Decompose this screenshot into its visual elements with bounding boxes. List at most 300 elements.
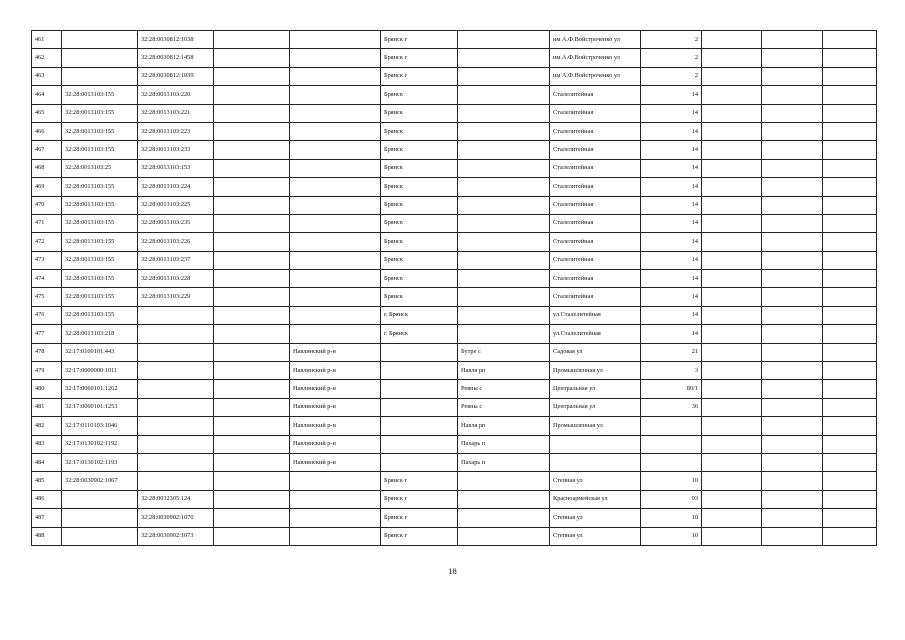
- table-row: [32, 86, 877, 104]
- empty-cell: [823, 214, 877, 232]
- row-number-cell: 462: [32, 49, 62, 67]
- empty-cell: [214, 196, 290, 214]
- city-cell: [381, 343, 458, 361]
- street-cell: ул.Сталелитейная: [550, 306, 641, 324]
- empty-cell: [823, 472, 877, 490]
- empty-cell: [214, 380, 290, 398]
- empty-cell: [702, 380, 762, 398]
- empty-cell: [702, 362, 762, 380]
- house-cell: 14: [641, 325, 702, 343]
- house-cell: 14: [641, 251, 702, 269]
- empty-cell: [823, 196, 877, 214]
- street-cell: Сталелитейная: [550, 233, 641, 251]
- empty-cell: [214, 31, 290, 49]
- street-cell: Центральная ул: [550, 398, 641, 416]
- object-cadastral-number-cell: 32:28:0013103:229: [138, 288, 214, 306]
- empty-cell: [762, 527, 823, 545]
- table-row: [32, 67, 877, 85]
- empty-cell: [762, 214, 823, 232]
- cadastral-number-cell: 32:17:0130102:1192: [62, 435, 138, 453]
- empty-cell: [762, 122, 823, 140]
- row-number-cell: 486: [32, 490, 62, 508]
- settlement-cell: [458, 49, 550, 67]
- settlement-cell: [458, 472, 550, 490]
- city-cell: [381, 380, 458, 398]
- row-number-cell: 488: [32, 527, 62, 545]
- table-row: [32, 178, 877, 196]
- row-number-cell: 480: [32, 380, 62, 398]
- empty-cell: [214, 270, 290, 288]
- street-cell: им А.Ф.Войстроченко ул: [550, 31, 641, 49]
- table-row: [32, 417, 877, 435]
- settlement-cell: [458, 31, 550, 49]
- settlement-cell: [458, 104, 550, 122]
- street-cell: Сталелитейная: [550, 214, 641, 232]
- street-cell: Сталелитейная: [550, 141, 641, 159]
- empty-cell: [823, 527, 877, 545]
- street-cell: [550, 453, 641, 471]
- city-cell: Брянск г: [381, 49, 458, 67]
- empty-cell: [823, 233, 877, 251]
- row-number-cell: 485: [32, 472, 62, 490]
- empty-cell: [702, 104, 762, 122]
- empty-cell: [702, 141, 762, 159]
- object-cadastral-number-cell: 32:28:0013103:228: [138, 270, 214, 288]
- row-number-cell: 478: [32, 343, 62, 361]
- table-row: [32, 251, 877, 269]
- district-cell: [290, 288, 381, 306]
- empty-cell: [762, 159, 823, 177]
- object-cadastral-number-cell: [138, 472, 214, 490]
- empty-cell: [214, 472, 290, 490]
- cadastral-number-cell: [62, 490, 138, 508]
- empty-cell: [214, 214, 290, 232]
- row-number-cell: 476: [32, 306, 62, 324]
- empty-cell: [702, 270, 762, 288]
- empty-cell: [702, 472, 762, 490]
- empty-cell: [823, 251, 877, 269]
- house-cell: 80/1: [641, 380, 702, 398]
- empty-cell: [702, 122, 762, 140]
- street-cell: [550, 435, 641, 453]
- street-cell: Степная ул: [550, 527, 641, 545]
- empty-cell: [762, 86, 823, 104]
- object-cadastral-number-cell: 32:28:0030812:1038: [138, 31, 214, 49]
- cadastral-number-cell: 32:28:0013103:155: [62, 141, 138, 159]
- row-number-cell: 464: [32, 86, 62, 104]
- object-cadastral-number-cell: 32:28:0013103:233: [138, 141, 214, 159]
- row-number-cell: 468: [32, 159, 62, 177]
- table-row: [32, 453, 877, 471]
- empty-cell: [214, 104, 290, 122]
- house-cell: 93: [641, 490, 702, 508]
- empty-cell: [762, 472, 823, 490]
- settlement-cell: [458, 490, 550, 508]
- page-number: 18: [448, 566, 457, 576]
- cadastral-number-cell: [62, 31, 138, 49]
- table-row: [32, 509, 877, 527]
- row-number-cell: 465: [32, 104, 62, 122]
- empty-cell: [702, 509, 762, 527]
- settlement-cell: Навля рп: [458, 417, 550, 435]
- object-cadastral-number-cell: 32:28:0032305:124: [138, 490, 214, 508]
- district-cell: [290, 325, 381, 343]
- district-cell: [290, 159, 381, 177]
- street-cell: Садовая ул: [550, 343, 641, 361]
- city-cell: [381, 453, 458, 471]
- table-row: [32, 380, 877, 398]
- table-row: [32, 104, 877, 122]
- settlement-cell: [458, 141, 550, 159]
- house-cell: [641, 453, 702, 471]
- empty-cell: [762, 435, 823, 453]
- empty-cell: [823, 178, 877, 196]
- table-row: [32, 31, 877, 49]
- empty-cell: [702, 196, 762, 214]
- table-row: [32, 490, 877, 508]
- house-cell: 14: [641, 104, 702, 122]
- house-cell: 14: [641, 178, 702, 196]
- empty-cell: [702, 417, 762, 435]
- district-cell: [290, 86, 381, 104]
- cadastral-number-cell: 32:28:0013103:155: [62, 122, 138, 140]
- empty-cell: [823, 417, 877, 435]
- settlement-cell: [458, 527, 550, 545]
- cadastral-number-cell: 32:17:0100101:443: [62, 343, 138, 361]
- street-cell: Центральная ул: [550, 380, 641, 398]
- empty-cell: [823, 398, 877, 416]
- house-cell: 14: [641, 270, 702, 288]
- empty-cell: [214, 288, 290, 306]
- settlement-cell: Навля рп: [458, 362, 550, 380]
- cadastral-number-cell: 32:28:0030902:1067: [62, 472, 138, 490]
- house-cell: 2: [641, 49, 702, 67]
- empty-cell: [214, 509, 290, 527]
- district-cell: Навлинский р-н: [290, 380, 381, 398]
- table-row: [32, 325, 877, 343]
- city-cell: Брянск: [381, 178, 458, 196]
- district-cell: [290, 472, 381, 490]
- table-row: [32, 270, 877, 288]
- empty-cell: [762, 31, 823, 49]
- street-cell: Сталелитейная: [550, 104, 641, 122]
- empty-cell: [702, 398, 762, 416]
- empty-cell: [823, 435, 877, 453]
- object-cadastral-number-cell: 32:28:0013103:235: [138, 214, 214, 232]
- empty-cell: [702, 67, 762, 85]
- empty-cell: [762, 178, 823, 196]
- district-cell: [290, 104, 381, 122]
- empty-cell: [214, 49, 290, 67]
- cadastral-number-cell: [62, 509, 138, 527]
- empty-cell: [214, 159, 290, 177]
- table-row: [32, 527, 877, 545]
- district-cell: [290, 178, 381, 196]
- city-cell: Брянск: [381, 288, 458, 306]
- cadastral-number-cell: 32:28:0013103:155: [62, 214, 138, 232]
- district-cell: [290, 31, 381, 49]
- cadastral-number-cell: 32:28:0013103:155: [62, 288, 138, 306]
- empty-cell: [702, 178, 762, 196]
- street-cell: Сталелитейная: [550, 196, 641, 214]
- table-row: [32, 288, 877, 306]
- object-cadastral-number-cell: 32:28:0013103:220: [138, 86, 214, 104]
- house-cell: 2: [641, 31, 702, 49]
- empty-cell: [702, 288, 762, 306]
- empty-cell: [762, 325, 823, 343]
- settlement-cell: [458, 233, 550, 251]
- house-cell: 14: [641, 196, 702, 214]
- table-row: [32, 196, 877, 214]
- object-cadastral-number-cell: 32:28:0030812:1039: [138, 67, 214, 85]
- empty-cell: [823, 31, 877, 49]
- district-cell: Навлинский р-н: [290, 343, 381, 361]
- district-cell: [290, 490, 381, 508]
- house-cell: 14: [641, 159, 702, 177]
- object-cadastral-number-cell: 32:28:0030812:1458: [138, 49, 214, 67]
- empty-cell: [762, 270, 823, 288]
- cadastral-number-cell: 32:28:0013103:25: [62, 159, 138, 177]
- street-cell: Красноармейская ул: [550, 490, 641, 508]
- row-number-cell: 470: [32, 196, 62, 214]
- cadastral-number-cell: 32:17:0110103:1046: [62, 417, 138, 435]
- table-row: [32, 214, 877, 232]
- street-cell: Сталелитейная: [550, 178, 641, 196]
- city-cell: Брянск: [381, 196, 458, 214]
- street-cell: Сталелитейная: [550, 86, 641, 104]
- settlement-cell: [458, 288, 550, 306]
- table-row: [32, 122, 877, 140]
- empty-cell: [214, 490, 290, 508]
- city-cell: г. Брянск: [381, 306, 458, 324]
- house-cell: 14: [641, 306, 702, 324]
- row-number-cell: 481: [32, 398, 62, 416]
- empty-cell: [702, 49, 762, 67]
- row-number-cell: 479: [32, 362, 62, 380]
- cadastral-number-cell: 32:28:0013103:155: [62, 306, 138, 324]
- district-cell: [290, 141, 381, 159]
- empty-cell: [823, 67, 877, 85]
- table-row: [32, 233, 877, 251]
- city-cell: [381, 417, 458, 435]
- table-row: [32, 306, 877, 324]
- object-cadastral-number-cell: [138, 380, 214, 398]
- empty-cell: [823, 122, 877, 140]
- house-cell: 14: [641, 288, 702, 306]
- empty-cell: [214, 417, 290, 435]
- street-cell: ул.Сталелитейная: [550, 325, 641, 343]
- house-cell: [641, 435, 702, 453]
- table-row: [32, 343, 877, 361]
- row-number-cell: 472: [32, 233, 62, 251]
- street-cell: Степная ул: [550, 472, 641, 490]
- empty-cell: [823, 49, 877, 67]
- district-cell: [290, 527, 381, 545]
- street-cell: Степная ул: [550, 509, 641, 527]
- row-number-cell: 482: [32, 417, 62, 435]
- object-cadastral-number-cell: [138, 417, 214, 435]
- table-row: [32, 159, 877, 177]
- empty-cell: [702, 435, 762, 453]
- settlement-cell: [458, 509, 550, 527]
- empty-cell: [214, 362, 290, 380]
- empty-cell: [823, 343, 877, 361]
- empty-cell: [823, 86, 877, 104]
- object-cadastral-number-cell: [138, 398, 214, 416]
- empty-cell: [762, 306, 823, 324]
- empty-cell: [702, 159, 762, 177]
- object-cadastral-number-cell: 32:28:0013103:237: [138, 251, 214, 269]
- empty-cell: [702, 251, 762, 269]
- row-number-cell: 477: [32, 325, 62, 343]
- object-cadastral-number-cell: [138, 453, 214, 471]
- object-cadastral-number-cell: [138, 325, 214, 343]
- empty-cell: [762, 233, 823, 251]
- cadastral-number-cell: [62, 527, 138, 545]
- cadastral-number-cell: 32:28:0013103:155: [62, 270, 138, 288]
- row-number-cell: 463: [32, 67, 62, 85]
- city-cell: Брянск: [381, 251, 458, 269]
- table-row: [32, 49, 877, 67]
- city-cell: Брянск: [381, 86, 458, 104]
- district-cell: [290, 122, 381, 140]
- city-cell: Брянск г: [381, 490, 458, 508]
- row-number-cell: 467: [32, 141, 62, 159]
- table-row: [32, 435, 877, 453]
- table-row: [32, 141, 877, 159]
- cadastral-number-cell: 32:17:0060101:1253: [62, 398, 138, 416]
- city-cell: Брянск: [381, 214, 458, 232]
- table-row: [32, 472, 877, 490]
- empty-cell: [214, 178, 290, 196]
- settlement-cell: [458, 214, 550, 232]
- empty-cell: [214, 86, 290, 104]
- district-cell: Навлинский р-н: [290, 398, 381, 416]
- row-number-cell: 474: [32, 270, 62, 288]
- house-cell: 10: [641, 509, 702, 527]
- cadastral-number-cell: 32:28:0013103:155: [62, 178, 138, 196]
- empty-cell: [762, 141, 823, 159]
- empty-cell: [762, 343, 823, 361]
- object-cadastral-number-cell: 32:28:0013103:221: [138, 104, 214, 122]
- cadastral-number-cell: [62, 49, 138, 67]
- object-cadastral-number-cell: 32:28:0013103:226: [138, 233, 214, 251]
- object-cadastral-number-cell: [138, 343, 214, 361]
- empty-cell: [762, 288, 823, 306]
- empty-cell: [823, 306, 877, 324]
- empty-cell: [823, 509, 877, 527]
- empty-cell: [823, 380, 877, 398]
- city-cell: Брянск: [381, 270, 458, 288]
- district-cell: [290, 306, 381, 324]
- empty-cell: [214, 325, 290, 343]
- row-number-cell: 487: [32, 509, 62, 527]
- empty-cell: [702, 453, 762, 471]
- empty-cell: [214, 435, 290, 453]
- district-cell: [290, 49, 381, 67]
- house-cell: 14: [641, 214, 702, 232]
- street-cell: Сталелитейная: [550, 159, 641, 177]
- registry-table: [31, 30, 877, 546]
- house-cell: 2: [641, 67, 702, 85]
- city-cell: Брянск г: [381, 472, 458, 490]
- settlement-cell: [458, 251, 550, 269]
- city-cell: Брянск: [381, 141, 458, 159]
- cadastral-number-cell: 32:28:0013103:155: [62, 251, 138, 269]
- row-number-cell: 469: [32, 178, 62, 196]
- house-cell: [641, 417, 702, 435]
- settlement-cell: [458, 159, 550, 177]
- empty-cell: [823, 159, 877, 177]
- house-cell: 14: [641, 86, 702, 104]
- object-cadastral-number-cell: 32:28:0013103:223: [138, 122, 214, 140]
- empty-cell: [214, 141, 290, 159]
- settlement-cell: [458, 306, 550, 324]
- city-cell: [381, 398, 458, 416]
- district-cell: Навлинский р-н: [290, 362, 381, 380]
- table-row: [32, 362, 877, 380]
- house-cell: 10: [641, 527, 702, 545]
- empty-cell: [823, 104, 877, 122]
- settlement-cell: [458, 325, 550, 343]
- empty-cell: [762, 49, 823, 67]
- street-cell: им А.Ф.Войстроченко ул: [550, 49, 641, 67]
- empty-cell: [762, 251, 823, 269]
- object-cadastral-number-cell: [138, 306, 214, 324]
- empty-cell: [214, 527, 290, 545]
- district-cell: [290, 233, 381, 251]
- city-cell: Брянск: [381, 122, 458, 140]
- empty-cell: [702, 86, 762, 104]
- empty-cell: [762, 453, 823, 471]
- settlement-cell: [458, 122, 550, 140]
- empty-cell: [214, 122, 290, 140]
- district-cell: [290, 509, 381, 527]
- cadastral-number-cell: 32:28:0013103:218: [62, 325, 138, 343]
- district-cell: [290, 67, 381, 85]
- street-cell: Сталелитейная: [550, 122, 641, 140]
- empty-cell: [214, 343, 290, 361]
- row-number-cell: 475: [32, 288, 62, 306]
- object-cadastral-number-cell: [138, 435, 214, 453]
- district-cell: Навлинский р-н: [290, 435, 381, 453]
- object-cadastral-number-cell: 32:28:0013103:153: [138, 159, 214, 177]
- empty-cell: [823, 270, 877, 288]
- empty-cell: [214, 251, 290, 269]
- empty-cell: [702, 306, 762, 324]
- empty-cell: [702, 343, 762, 361]
- city-cell: г. Брянск: [381, 325, 458, 343]
- object-cadastral-number-cell: 32:28:0030902:1070: [138, 509, 214, 527]
- empty-cell: [762, 398, 823, 416]
- empty-cell: [762, 104, 823, 122]
- street-cell: Сталелитейная: [550, 251, 641, 269]
- cadastral-number-cell: 32:17:0000000:1011: [62, 362, 138, 380]
- city-cell: Брянск: [381, 159, 458, 177]
- city-cell: [381, 362, 458, 380]
- district-cell: [290, 270, 381, 288]
- city-cell: Брянск г: [381, 527, 458, 545]
- settlement-cell: Бутре с: [458, 343, 550, 361]
- empty-cell: [762, 362, 823, 380]
- city-cell: [381, 435, 458, 453]
- street-cell: Промышленная ул: [550, 362, 641, 380]
- settlement-cell: [458, 86, 550, 104]
- empty-cell: [702, 325, 762, 343]
- street-cell: Промышленная ул: [550, 417, 641, 435]
- object-cadastral-number-cell: 32:28:0013103:225: [138, 196, 214, 214]
- row-number-cell: 473: [32, 251, 62, 269]
